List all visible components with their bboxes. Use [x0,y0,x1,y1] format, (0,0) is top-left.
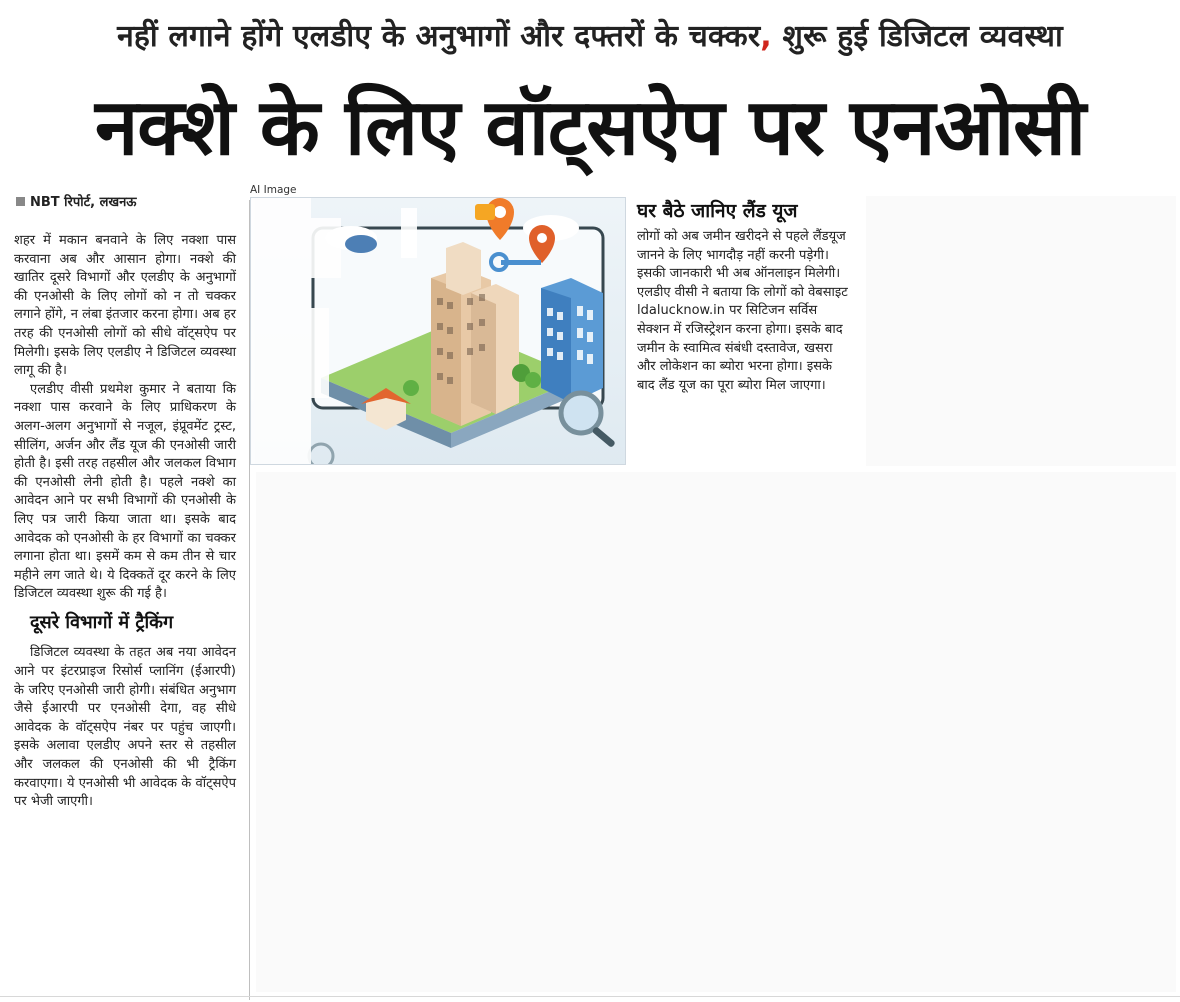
kicker-part-1: नहीं लगाने होंगे एलडीए के अनुभागों और दफ्तरों के चक्कर [117,19,761,54]
ai-illustration [250,197,626,465]
image-caption: AI Image [250,184,297,196]
byline-reporter: NBT रिपोर्ट [30,195,91,210]
main-paragraph-3: डिजिटल व्यवस्था के तहत अब नया आवेदन आने पर इंटरप्राइज रिसोर्स प्लानिंग (ईआरपी) के जरिए एनओसी जारी होगी। संबंधित अनुभाग जैसे ईआरपी पर एनओसी देगा, वह सीधे आवेदक के वॉट्सऐप नंबर पर पहुंच जाएगी। इसके अलावा एलडीए अपने स्तर से तहसील और जलकल की एनओसी की भी ट्रैकिंग करवाएगा। ये एनओसी भी आवेदक के वॉट्सऐप पर भेजी जाएगी। [14,645,236,810]
faded-area-right [866,196,1176,466]
kicker-comma: , [760,19,772,54]
bottom-rule [0,996,1180,997]
sidebar-body [637,228,853,395]
faded-area [256,472,1176,992]
subheading: दूसरे विभागों में ट्रैकिंग [30,611,174,633]
main-paragraph-1: शहर में मकान बनवाने के लिए नक्शा पास करवाना अब और आसान होगा। नक्शे की खातिर दूसरे विभागों और एलडीए के अनुभागों की एनओसी के लिए लोगों को न तो चक्कर लगाने होंगे, न लंबा इंतजार करना होगा। अब हर तरह की एनओसी लोगों को सीधे वॉट्सऐप पर मिलेगी। इसके लिए एलडीए ने डिजिटल व्यवस्था लागू की है। [14,233,236,379]
kicker-headline [0,14,1180,55]
sidebar-paragraph: लोगों को अब जमीन खरीदने से पहले लैंडयूज जानने के लिए भागदौड़ नहीं करनी पड़ेगी। इसकी जानकारी भी अब ऑनलाइन मिलेगी। एलडीए वीसी ने बताया कि लोगों को वेबसाइट ldalucknow.in पर सिटिजन सर्विस सेक्शन में रजिस्ट्रेशन करना होगा। इसके बाद जमीन के स्वामित्व संबंधी दस्तावेज, खसरा और लोकेशन का ब्योरा भरना होगा। इसके बाद लैंड यूज का पूरा ब्योरा मिल जाएगा। [637,229,848,393]
byline-city: लखनऊ [99,195,137,210]
main-story [14,232,236,812]
byline [16,192,137,210]
byline-separator: , [90,195,100,210]
city-illustration-icon [251,198,626,465]
byline-square-icon [16,197,25,206]
main-headline: नक्शे के लिए वॉट्सऐप पर एनओसी [94,83,1086,173]
sidebar-title: घर बैठे जानिए लैंड यूज [637,200,798,222]
main-paragraph-2: एलडीए वीसी प्रथमेश कुमार ने बताया कि नक्शा पास करवाने के लिए प्राधिकरण के अलग-अलग अनुभागों से नजूल, इंप्रूवमेंट ट्रस्ट, सीलिंग, अर्जन और लैंड यूज की एनओसी जारी होती है। इसी तरह तहसील और जलकल विभाग की एनओसी लेनी होती है। पहले नक्शे का आवेदन आने पर सभी विभागों की एनओसी के लिए पत्र जारी किया जाता था। इसके बाद आवेदक को एनओसी के हर विभागों का चक्कर लगाना होता था। इसमें कम से कम तीन से चार महीने लग जाते थे। ये दिक्कतें दूर करने के लिए डिजिटल व्यवस्था शुरू की गई है। [14,381,236,602]
kicker-part-2: शुरू हुई डिजिटल व्यवस्था [771,19,1063,54]
